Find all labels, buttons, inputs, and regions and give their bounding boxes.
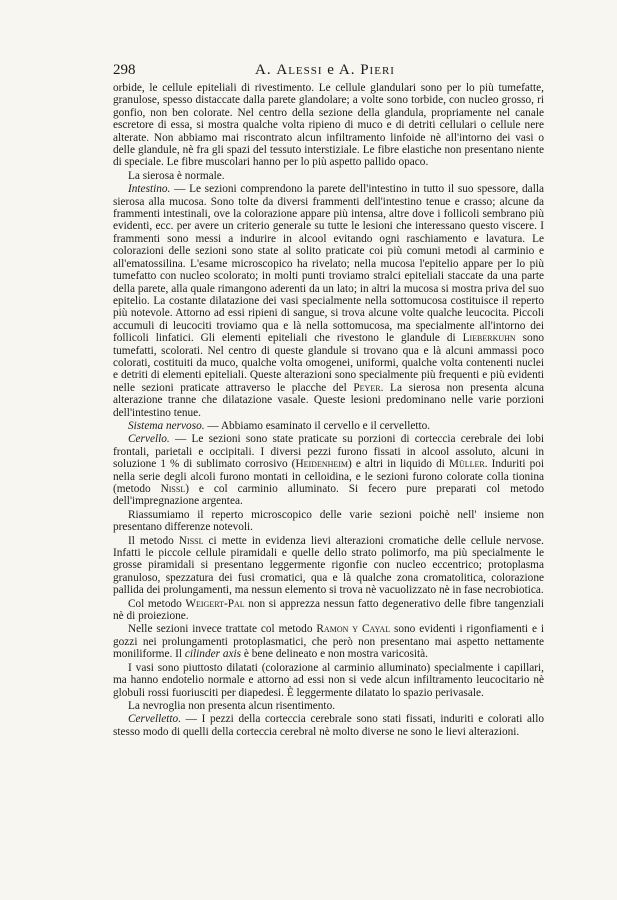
section-label-cervelletto: Cervelletto. xyxy=(128,713,182,726)
name-peyer: Peyer xyxy=(353,381,381,394)
name-heidenheim: Heidenheim xyxy=(295,458,349,471)
paragraph-sierosa: La sierosa è normale. xyxy=(128,169,225,182)
running-head: A. Alessi e A. Pieri xyxy=(255,62,395,78)
section-label-intestino: Intestino. xyxy=(128,183,171,196)
paragraph-sistema-nervoso: Sistema nervoso. — Abbiamo esaminato il cervello e il cervelletto. xyxy=(128,419,431,432)
body-text xyxy=(113,82,544,738)
paragraph-vasi: I vasi sono piuttosto dilatati (colorazione al carminio alluminato) specialmente i capillari, ma hanno endotelio normale e attorno ad essi non si vede alcun infiltramento leucocitario nè globuli rossi fuoriusciti per diapedesi. È leggermente dilatato lo spazio perivasale. xyxy=(113,661,544,699)
paragraph-nevroglia: La nevroglia non presenta alcun risentimento. xyxy=(128,699,336,712)
name-ramon-y-cayal: Ramon y Cayal xyxy=(316,623,391,636)
name-weigert-pal: Weigert-Pal xyxy=(185,597,245,610)
paragraph-cervello: Cervello. — Le sezioni sono state praticate su porzioni di corteccia cerebrale dei lobi frontali, parietali e occipitali. I diversi pezzi furono fissati in alcool assoluto, alcuni in soluzione 1 % di sublimato corrosivo (Heidenheim) e altri in liquido di Müller. Induriti poi nella serie degli alcoli furono montati in celloidina, e le sezioni furono colorate colla tionina (metodo Nissl) e col carminio alluminato. Si fecero pure preparati col metodo dell'impregnazione argentea. xyxy=(113,433,545,508)
page-header xyxy=(113,61,537,79)
name-muller: Müller xyxy=(448,458,485,471)
section-label-sistema-nervoso: Sistema nervoso. xyxy=(128,419,205,432)
name-nissl: Nissl xyxy=(160,483,186,495)
paragraph-ramon-y-cayal: Nelle sezioni invece trattate col metodo Ramon y Cayal sono evidenti i rigonfiamenti e i gozzi nei prolungamenti protoplasmatici, che però non presentano mai aspetto nettamente moniliforme. Il cilinder axis è bene delineato e non mostra varicosità. xyxy=(113,623,544,661)
paragraph-weigert-pal: Col metodo Weigert-Pal non si apprezza nessun fatto degenerativo delle fibre tangenziali nè di proiezione. xyxy=(113,597,545,623)
paragraph-metodo-nissl: Il metodo Nissl ci mette in evidenza lievi alterazioni cromatiche delle cellule nervose. Infatti le piccole cellule piramidali e quelle dello strato polimorfo, ma più specialmente le grosse piramidali si presentano leggermente rigonfie con nucleo eccentrico; protoplasma granuloso, spezzatura dei fusi cromatici, qua e là qualche zona cromatolitica, colorazione pallida dei prolungamenti, ma nessun elemento si trova nè vacuolizzato nè in fase necrobiotica. xyxy=(113,534,545,597)
author-pieri: Pieri xyxy=(360,62,395,78)
paragraph-intestino: Intestino. — Le sezioni comprendono la parete dell'intestino in tutto il suo spessore, dalla sierosa alla mucosa. Sono tolte da diversi frammenti dell'intestino tenue e crasso; alcune da frammenti intestinali, ove la colorazione appare più intensa, altre dove i follicoli sembrano più evidenti, ecc. per avere un criterio generale su tutte le lesioni che interessano questo viscere. I frammenti sono messi a indurire in alcool evitando ogni raschiamento e lavatura. Le colorazioni delle sezioni sono state al solito praticate coi più comuni metodi al carminio e all'ematossilina. L'esame microscopico ha rivelato; nella mucosa l'epitelio appare per lo più tumefatto con nucleo scolorato; in molti punti troviamo stralci epiteliali staccate da una parte della parete, alla quale rimangono aderenti da un lato; in altri la mucosa si mostra priva del suo epitelio. La costante dilatazione dei vasi specialmente nella sottomucosa costituisce il reperto più notevole. Attorno ad essi ripieni di sangue, si trova alcune volte qualche leucocita. Piccoli accumuli di leucociti troviamo qua e là nella sottomucosa, ma specialmente all'intorno dei follicoli linfatici. Gli elementi epiteliali che rivestono le glandule di Lieberkuhn sono tumefatti, scolorati. Nel centro di queste glandule si trovano qua e là alcuni ammassi poco colorati, costituiti da muco, qualche volta omogenei, uniformi, qualche volta contenenti nuclei e detriti di elementi epiteliali. Queste alterazioni sono specialmente più frequenti e più evidenti nelle sezioni praticate attraverso le placche del Peyer. La sierosa non presenta alcuna alterazione tranne che dilatazione vasale. Queste lesioni predominano nelle varie porzioni dell'intestino tenue. xyxy=(113,183,544,419)
paragraph-continued: orbide, le cellule epiteliali di rivestimento. Le cellule glandulari sono per lo più tumefatte, granulose, spesso distaccate dalla parete glandolare; a volte sono torbide, con nucleo grosso, ri gonfio, non ben colorate. Nel centro della sezione della glandula, propriamente nel canale escretore di essa, si mostra qualche volta ripieno di muco e di detriti cellulari o cellule nere alterate. Non abbiamo mai riscontrato alcun infiltramento linfoide nè all'intorno dei vasi o delle glandule, nè fra gli spazi del tessuto interstiziale. Le fibre elastiche non presentano niente di speciale. Le fibre muscolari hanno per lo più aspetto pallido opaco. xyxy=(113,82,544,169)
name-lieberkuhn: Lieberkuhn xyxy=(462,332,516,345)
page-number: 298 xyxy=(113,62,136,78)
paragraph-cervelletto: Cervelletto. — I pezzi della corteccia cerebrale sono stati fissati, induriti e colorati allo stesso modo di quelli della corteccia cerebral nè molto diverse ne sono le lievi alterazioni. xyxy=(113,713,544,738)
paragraph-riassunto: Riassumiamo il reperto microscopico delle varie sezioni poichè nell' insieme non presentano differenze notevoli. xyxy=(113,508,544,534)
author-alessi: Alessi xyxy=(276,62,323,78)
section-label-cervello: Cervello. xyxy=(128,433,170,446)
name-nissl-method: Nissl xyxy=(178,534,204,547)
term-cilinder-axis: cilinder axis xyxy=(184,648,242,661)
